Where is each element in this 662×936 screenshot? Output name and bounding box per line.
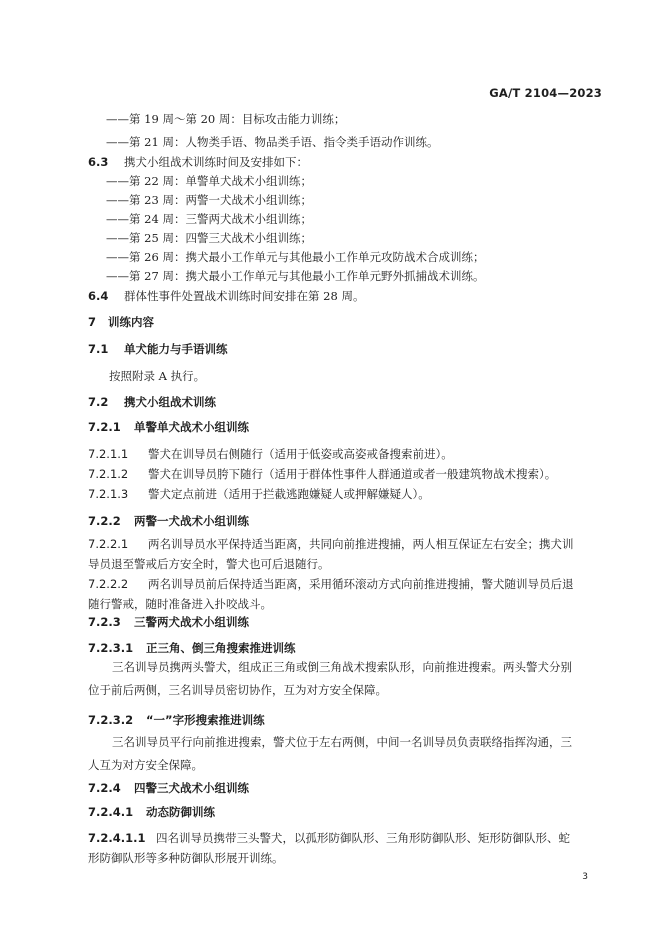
clause-title: 四警三犬战术小组训练 [134,781,249,795]
clause-text: 两名训导员前后保持适当距离，采用循环滚动方式向前推进搜捕，警犬随训导员后退随行警戒，随时准备进入扑咬战斗。 [88,577,574,611]
clause-number: 7.2.4.1 [88,805,134,819]
clause-7-2-2-1 [88,534,576,574]
clause-7-2-heading [88,394,216,410]
clause-title: 携犬小组战术训练 [124,395,216,409]
clause-title: 两警一犬战术小组训练 [134,514,249,528]
clause-number: 7.2.1.2 [88,467,129,481]
clause-7-2-2-heading [88,513,249,529]
list-item-week27: ——第 27 周：携犬最小工作单元与其他最小工作单元野外抓捕战术训练。 [106,269,485,283]
clause-number: 7.2.2.1 [88,537,129,551]
list-item-week26: ——第 26 周：携犬最小工作单元与其他最小工作单元攻防战术合成训练； [106,250,485,264]
clause-title: 正三角、倒三角搜索推进训练 [146,641,296,655]
clause-7-2-4-heading [88,780,249,796]
clause-number: 7.2.4 [88,781,121,795]
clause-number: 7.2.2 [88,514,121,528]
list-item-week24: ——第 24 周：三警两犬战术小组训练； [106,212,312,226]
clause-7-2-3-1-heading [88,640,296,656]
clause-7-1-heading [88,341,228,357]
clause-7-2-2-2 [88,574,576,614]
list-item-week21: ——第 21 周：人物类手语、物品类手语、指令类手语动作训练。 [106,135,439,149]
clause-text: 两名训导员水平保持适当距离，共同向前推进搜捕，两人相互保证左右安全；携犬训导员退至警戒后方安全时，警犬也可后退随行。 [88,537,574,571]
clause-7-2-3-heading [88,614,249,630]
clause-number: 7.2.1.3 [88,487,129,501]
section-7-heading [88,314,154,330]
clause-number: 7.2.3 [88,615,121,629]
clause-number: 6.4 [88,289,109,303]
clause-7-2-4-1-heading [88,804,215,820]
clause-6-4 [88,288,364,304]
clause-title: 单犬能力与手语训练 [124,342,228,356]
list-item-week23: ——第 23 周：两警一犬战术小组训练； [106,193,312,207]
clause-title: 动态防御训练 [146,805,215,819]
clause-number: 7.2.3.1 [88,641,134,655]
clause-number: 7.2 [88,395,109,409]
clause-7-2-1-heading [88,419,249,435]
clause-7-1-body: 按照附录 A 执行。 [109,369,206,383]
section-number: 7 [88,315,97,329]
clause-6-3 [88,154,308,170]
clause-number: 7.2.1 [88,420,121,434]
clause-number: 7.2.4.1.1 [88,831,146,845]
list-item-week25: ——第 25 周：四警三犬战术小组训练； [106,231,312,245]
clause-7-2-3-2-heading [88,712,265,728]
clause-7-2-1-3 [88,486,430,502]
clause-7-2-1-1 [88,446,453,462]
clause-7-2-3-2-body: 三名训导员平行向前推进搜索，警犬位于左右两侧，中间一名训导员负责联络指挥沟通，三人互为对方安全保障。 [88,735,572,772]
clause-number: 7.2.2.2 [88,577,129,591]
clause-number: 7.2.1.1 [88,447,129,461]
clause-text: 警犬在训导员右侧随行（适用于低姿或高姿戒备搜索前进）。 [148,447,453,461]
clause-title: “一”字形搜索推进训练 [146,713,265,727]
page-number: 3 [582,872,588,882]
clause-number: 7.1 [88,342,109,356]
clause-7-2-4-1-1 [88,828,576,868]
clause-text: 携犬小组战术训练时间及安排如下： [124,155,308,169]
clause-7-2-3-1-body: 三名训导员携两头警犬，组成正三角或倒三角战术搜索队形，向前推进搜索。两头警犬分别位于前后两侧，三名训导员密切协作，互为对方安全保障。 [88,660,572,697]
clause-7-2-1-2 [88,466,556,482]
clause-text: 四名训导员携带三头警犬，以孤形防御队形、三角形防御队形、矩形防御队形、蛇形防御队形等多种防御队形展开训练。 [88,831,570,865]
clause-text: 警犬在训导员胯下随行（适用于群体性事件人群通道或者一般建筑物战术搜索）。 [148,467,557,481]
standard-number: GA/T 2104—2023 [489,86,602,100]
clause-number: 7.2.3.2 [88,713,134,727]
section-title: 训练内容 [108,315,154,329]
clause-title: 单警单犬战术小组训练 [134,420,249,434]
clause-title: 三警两犬战术小组训练 [134,615,249,629]
list-item-week19-20: ——第 19 周～第 20 周：目标攻击能力训练； [106,112,346,126]
clause-text: 警犬定点前进（适用于拦截逃跑嫌疑人或押解嫌疑人）。 [148,487,430,501]
clause-text: 群体性事件处置战术训练时间安排在第 28 周。 [124,289,365,303]
clause-number: 6.3 [88,155,109,169]
list-item-week22: ——第 22 周：单警单犬战术小组训练； [106,174,312,188]
